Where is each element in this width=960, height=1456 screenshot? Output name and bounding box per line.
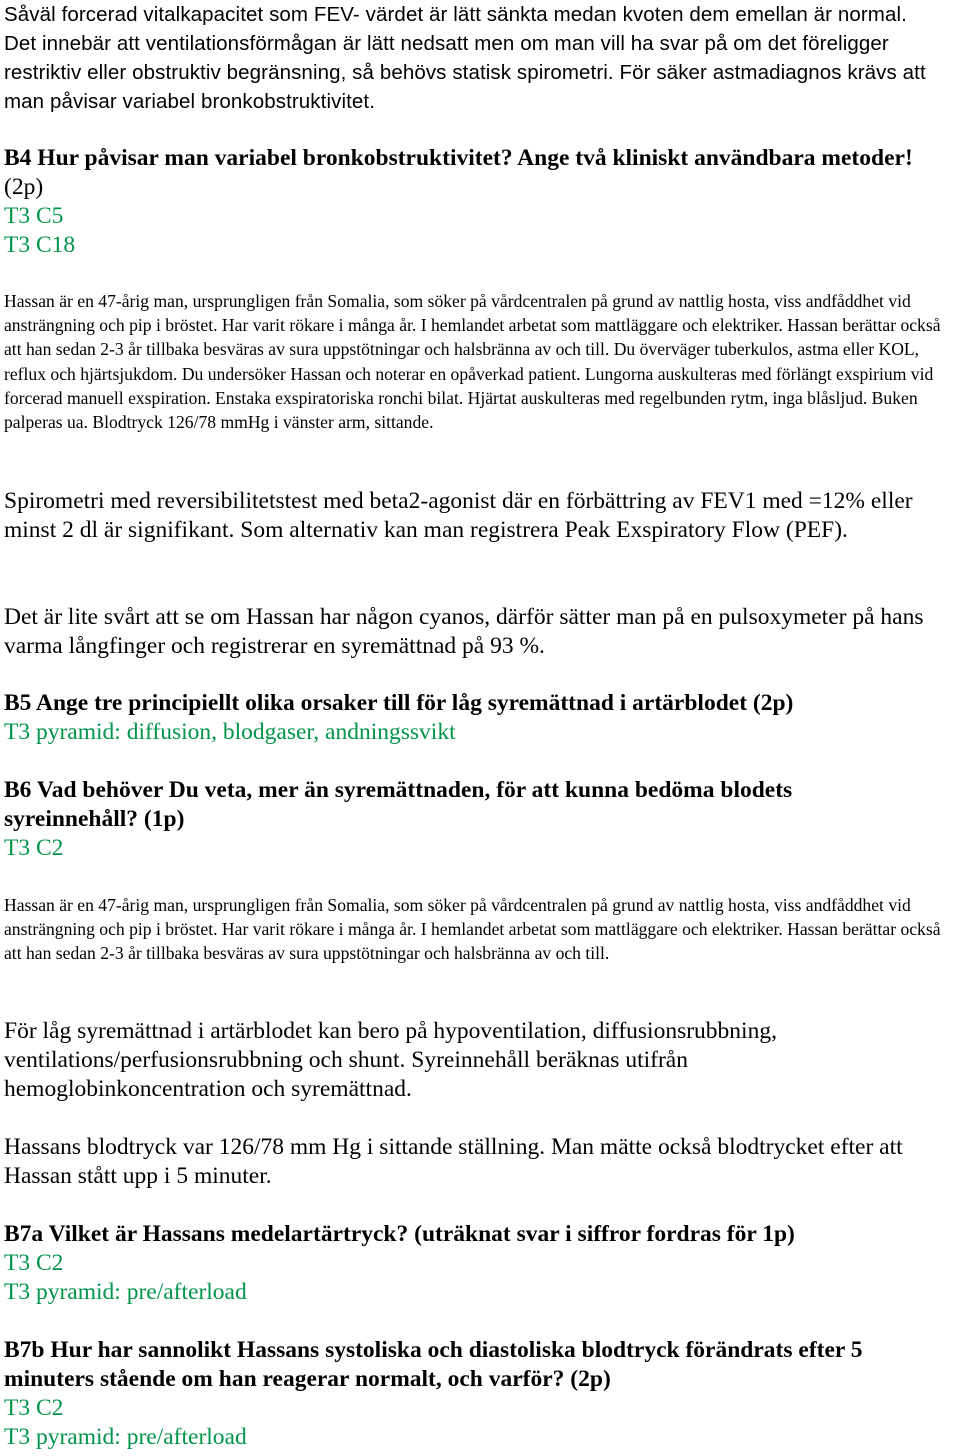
question-b5: B5 Ange tre principiellt olika orsaker till för låg syremättnad i artärblodet (2p) (4, 690, 794, 716)
question-b4 (4, 144, 934, 202)
answer-spirometry: Spirometri med reversibilitetstest med beta2-agonist där en förbättring av FEV1 med =12% eller minst 2 dl är signifikant. Som alternativ kan man registrera Peak Exspiratory Flow (PEF). (4, 488, 913, 543)
reference-b4-2: T3 C18 (4, 232, 76, 258)
cyanosis-paragraph: Det är lite svårt att se om Hassan har någon cyanos, därför sätter man på en pulsoxymeter på hans varma långfinger och registrerar en syremättnad på 93 %. (4, 604, 924, 659)
reference-b4-1: T3 C5 (4, 203, 64, 229)
reference-b7b-2: T3 pyramid: pre/afterload (4, 1424, 247, 1450)
blood-pressure-paragraph: Hassans blodtryck var 126/78 mm Hg i sittande ställning. Man mätte också blodtrycket efter att Hassan stått upp i 5 minuter. (4, 1134, 903, 1189)
reference-b7a-2: T3 pyramid: pre/afterload (4, 1279, 247, 1305)
intro-paragraph: Såväl forcerad vitalkapacitet som FEV- värdet är lätt sänkta medan kvoten dem emellan är normal. Det innebär att ventilationsförmågan är lätt nedsatt men om man vill ha svar på om det föreligger restriktiv eller obstruktiv begränsning, så behövs statisk spirometri. För säker astmadiagnos krävs att man påvisar variabel bronkobstruktivitet. (4, 3, 926, 113)
case-description-short: Hassan är en 47-årig man, ursprungligen från Somalia, som söker på vårdcentralen på grund av nattlig hosta, viss andfåddhet vid ansträngning och pip i bröstet. Har varit rökare i många år. I hemlandet arbetat som mattläggare och elektriker. Hassan berättar också att han sedan 2-3 år tillbaka besväras av sura uppstötningar och halsbränna av och till. (4, 895, 941, 964)
reference-b5: T3 pyramid: diffusion, blodgaser, andningssvikt (4, 719, 456, 745)
question-b7a: B7a Vilket är Hassans medelartärtryck? (uträknat svar i siffror fordras för 1p) (4, 1221, 795, 1247)
reference-b7a-1: T3 C2 (4, 1250, 64, 1276)
case-description-full: Hassan är en 47-årig man, ursprungligen från Somalia, som söker på vårdcentralen på grund av nattlig hosta, viss andfåddhet vid ansträngning och pip i bröstet. Har varit rökare i många år. I hemlandet arbetat som mattläggare och elektriker. Hassan berättar också att han sedan 2-3 år tillbaka besväras av sura uppstötningar och halsbränna av och till. Du överväger tuberkulos, astma eller KOL, reflux och hjärtsjukdom. Du undersöker Hassan och noterar en opåverkad patient. Lungorna auskulteras med förlängt exspirium vid forcerad manuell exspiration. Enstaka exspiratoriska ronchi bilat. Hjärtat auskulteras med regelbunden rytm, inga blåsljud. Buken palperas ua. Blodtryck 126/78 mmHg i vänster arm, sittande. (4, 291, 941, 433)
question-b4-text: B4 Hur påvisar man variabel bronkobstruktivitet? Ange två kliniskt användbara metoder! (4, 145, 913, 171)
question-b7b: B7b Hur har sannolikt Hassans systoliska och diastoliska blodtryck förändrats efter 5 minuters stående om han reagerar normalt, och varför? (2p) (4, 1337, 863, 1392)
reference-b7b-1: T3 C2 (4, 1395, 64, 1421)
question-b4-points: (2p) (4, 174, 44, 200)
answer-saturation: För låg syremättnad i artärblodet kan bero på hypoventilation, diffusionsrubbning, ventilations/perfusionsrubbning och shunt. Syreinnehåll beräknas utifrån hemoglobinkoncentration och syremättnad. (4, 1018, 777, 1102)
reference-b6: T3 C2 (4, 835, 64, 861)
question-b6: B6 Vad behöver Du veta, mer än syremättnaden, för att kunna bedöma blodets syreinnehåll? (1p) (4, 777, 793, 832)
